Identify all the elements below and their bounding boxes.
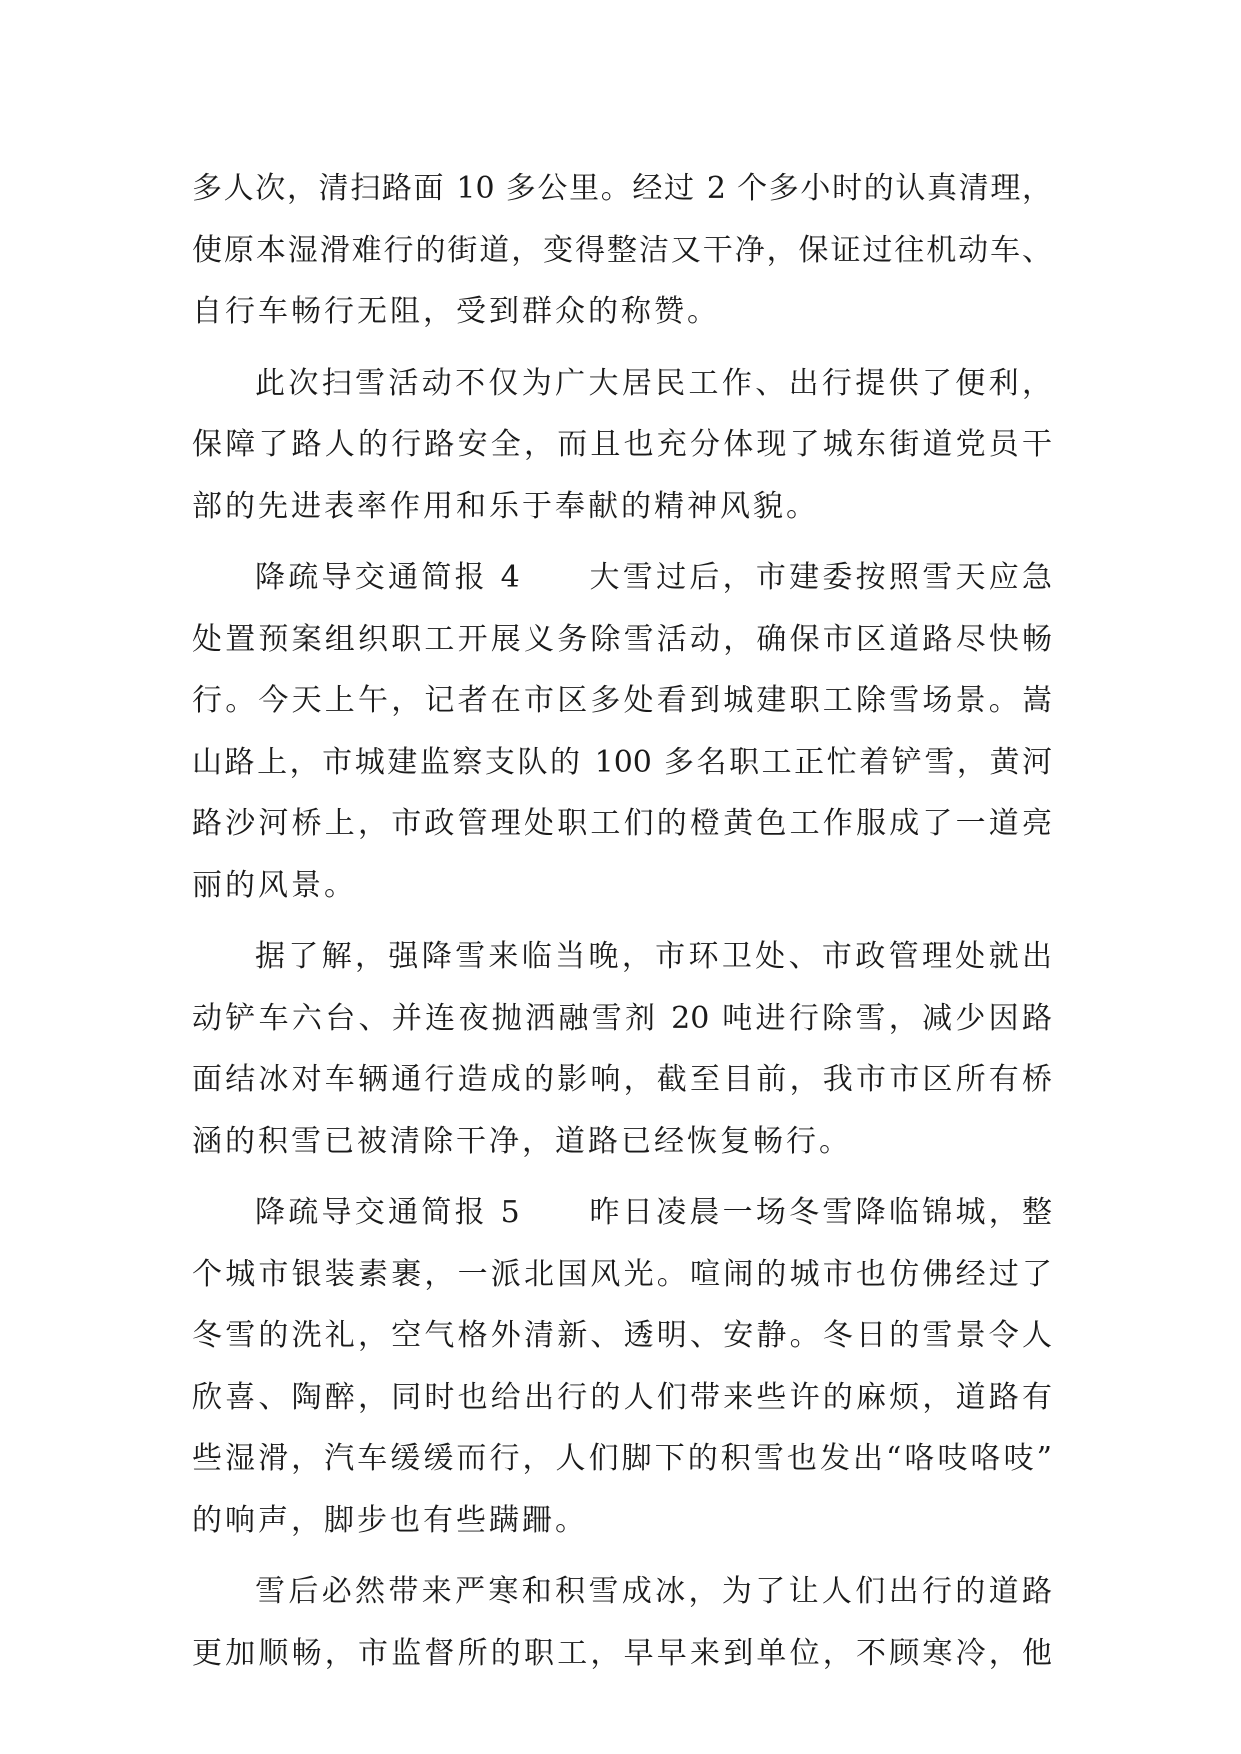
- text-line: 多人次，清扫路面 10 多公里。经过 2 个多小时的认真清理，: [192, 171, 1052, 206]
- text-line: 部的先进表率作用和乐于奉献的精神风貌。: [192, 488, 819, 524]
- text-line: 使原本湿滑难行的街道，变得整洁又干净，保证过往机动车、: [192, 232, 1052, 268]
- text-line: 冬雪的洗礼，空气格外清新、透明、安静。冬日的雪景令人: [192, 1318, 1052, 1353]
- text-line: 雪后必然带来严寒和积雪成冰，为了让人们出行的道路: [255, 1574, 1052, 1609]
- text-line: 山路上，市城建监察支队的 100 多名职工正忙着铲雪，黄河: [192, 744, 1052, 780]
- text-line: 保障了路人的行路安全，而且也充分体现了城东街道党员干: [192, 427, 1052, 462]
- document-body: [192, 158, 1052, 1694]
- text-line: 更加顺畅，市监督所的职工，早早来到单位，不顾寒冷，他: [192, 1635, 1052, 1671]
- text-line: 欣喜、陶醉，同时也给出行的人们带来些许的麻烦，道路有: [192, 1379, 1052, 1415]
- text-line: 降疏导交通简报 4 大雪过后，市建委按照雪天应急: [255, 560, 1052, 595]
- text-line: 行。今天上午，记者在市区多处看到城建职工除雪场景。嵩: [192, 683, 1052, 718]
- paragraph-5: [192, 1182, 1052, 1551]
- text-line: 面结冰对车辆通行造成的影响，截至目前，我市市区所有桥: [192, 1062, 1052, 1097]
- paragraph-6: [192, 1561, 1052, 1684]
- text-line: 降疏导交通简报 5 昨日凌晨一场冬雪降临锦城，整: [255, 1195, 1052, 1230]
- text-line: 个城市银装素裹，一派北国风光。喧闹的城市也仿佛经过了: [192, 1256, 1052, 1292]
- paragraph-1: [192, 158, 1052, 343]
- text-line: 些湿滑，汽车缓缓而行，人们脚下的积雪也发出“咯吱咯吱”: [192, 1441, 1052, 1476]
- text-line: 据了解，强降雪来临当晚，市环卫处、市政管理处就出: [255, 939, 1052, 974]
- paragraph-4: [192, 926, 1052, 1172]
- text-line: 丽的风景。: [192, 867, 357, 903]
- text-line: 的响声，脚步也有些蹒跚。: [192, 1502, 588, 1538]
- text-line: 动铲车六台、并连夜抛洒融雪剂 20 吨进行除雪，减少因路: [192, 1000, 1052, 1036]
- text-line: 涵的积雪已被清除干净，道路已经恢复畅行。: [192, 1123, 852, 1159]
- text-line: 自行车畅行无阻，受到群众的称赞。: [192, 294, 720, 329]
- text-line: 路沙河桥上，市政管理处职工们的橙黄色工作服成了一道亮: [192, 806, 1052, 841]
- text-line: 处置预案组织职工开展义务除雪活动，确保市区道路尽快畅: [192, 621, 1052, 657]
- paragraph-2: [192, 353, 1052, 538]
- text-line: 此次扫雪活动不仅为广大居民工作、出行提供了便利，: [255, 365, 1052, 401]
- paragraph-3: [192, 547, 1052, 916]
